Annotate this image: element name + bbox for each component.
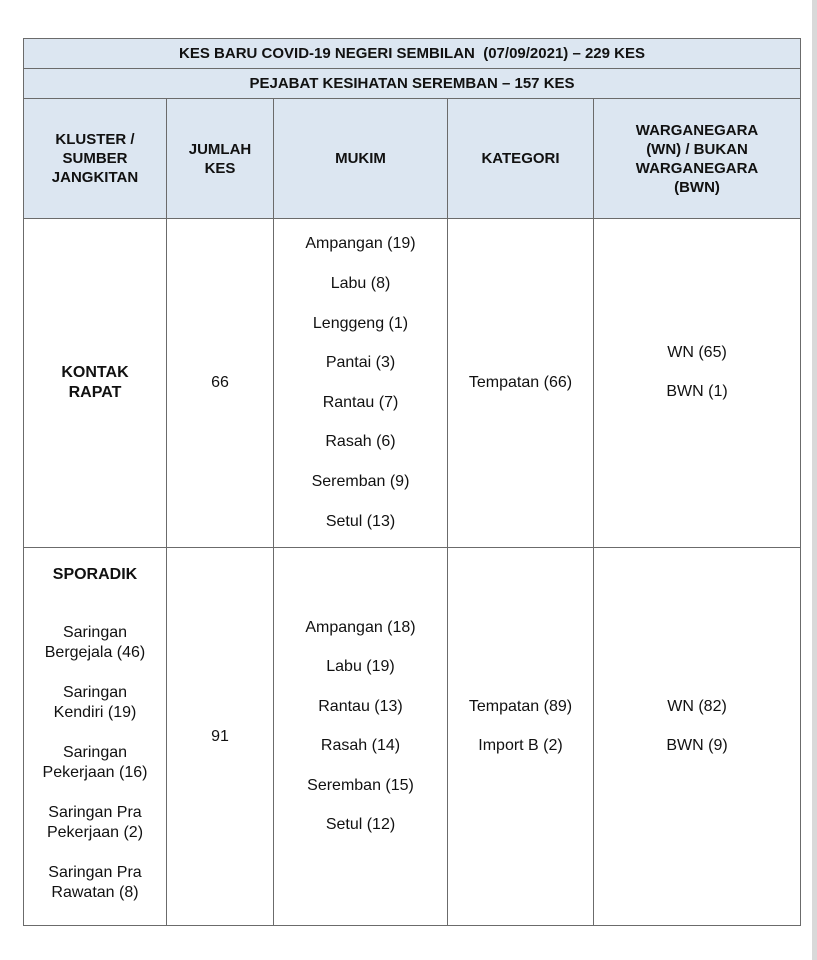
mukim-item: Labu (19) — [326, 658, 395, 676]
kategori-cell — [448, 548, 594, 926]
mukim-item: Rantau (7) — [322, 393, 399, 411]
mukim-item: Setul (12) — [325, 816, 396, 834]
jumlah-value: 66 — [211, 374, 229, 391]
warganegara-item: WN (65) — [667, 343, 727, 361]
saringan-item: Saringan Kendiri (19) — [53, 684, 137, 721]
mukim-item: Seremban (15) — [307, 776, 414, 794]
table-title: KES BARU COVID-19 NEGERI SEMBILAN (07/09/2021) – 229 KES — [24, 39, 801, 69]
covid-cases-table — [23, 38, 801, 926]
table-row — [24, 548, 801, 926]
header-kategori: KATEGORI — [448, 99, 594, 219]
saringan-item: Saringan Pra Rawatan (8) — [48, 864, 142, 901]
mukim-item: Ampangan (18) — [305, 618, 416, 636]
kluster-label: KONTAK RAPAT — [61, 364, 129, 401]
warganegara-item: BWN (9) — [666, 737, 728, 755]
mukim-item: Lenggeng (1) — [312, 314, 409, 332]
mukim-item: Pantai (3) — [325, 354, 396, 372]
jumlah-cell — [167, 219, 274, 548]
mukim-item: Rasah (14) — [320, 737, 401, 755]
mukim-item: Setul (13) — [325, 512, 396, 530]
mukim-item: Rantau (13) — [318, 697, 403, 715]
kategori-item: Tempatan (66) — [468, 374, 573, 391]
kategori-item: Tempatan (89) — [468, 697, 573, 715]
mukim-item: Ampangan (19) — [305, 235, 416, 253]
header-kluster: KLUSTER / SUMBER JANGKITAN — [24, 99, 167, 219]
subtitle-row — [24, 69, 801, 99]
kategori-cell — [448, 219, 594, 548]
mukim-item: Seremban (9) — [311, 472, 410, 490]
mukim-item: Rasah (6) — [325, 433, 396, 451]
page-edge — [812, 0, 817, 960]
jumlah-value: 91 — [211, 727, 229, 745]
warganegara-item: BWN (1) — [666, 383, 728, 401]
header-warganegara: WARGANEGARA (WN) / BUKAN WARGANEGARA (BWN) — [594, 99, 801, 219]
kluster-cell — [24, 548, 167, 926]
warganegara-item: WN (82) — [667, 697, 727, 715]
warganegara-cell — [594, 219, 801, 548]
header-mukim: MUKIM — [274, 99, 448, 219]
table-subtitle: PEJABAT KESIHATAN SEREMBAN – 157 KES — [24, 69, 801, 99]
title-row — [24, 39, 801, 69]
table-row — [24, 219, 801, 548]
header-jumlah: JUMLAH KES — [167, 99, 274, 219]
saringan-item: Saringan Pekerjaan (16) — [42, 744, 148, 781]
kluster-label: SPORADIK — [52, 566, 138, 583]
mukim-cell — [274, 219, 448, 548]
header-row — [24, 99, 801, 219]
saringan-item: Saringan Bergejala (46) — [44, 624, 146, 661]
kategori-item: Import B (2) — [478, 737, 563, 755]
warganegara-cell — [594, 548, 801, 926]
jumlah-cell — [167, 548, 274, 926]
mukim-cell — [274, 548, 448, 926]
saringan-item: Saringan Pra Pekerjaan (2) — [46, 804, 144, 841]
mukim-item: Labu (8) — [330, 275, 391, 293]
kluster-cell — [24, 219, 167, 548]
